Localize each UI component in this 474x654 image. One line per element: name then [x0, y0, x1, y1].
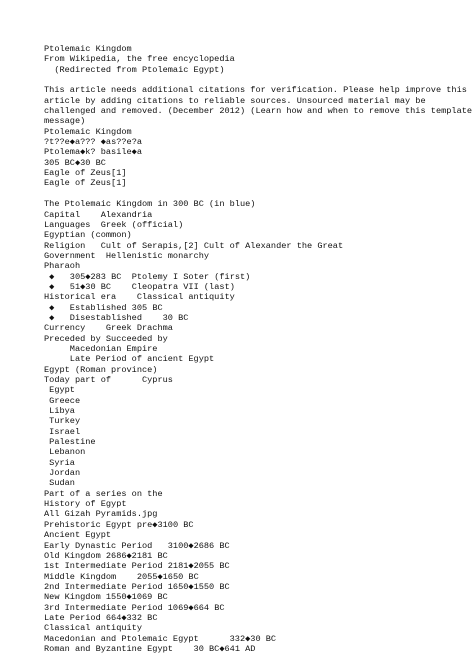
text-line: Late Period 664◆332 BC	[44, 612, 158, 623]
text-line: 305 BC◆30 BC	[44, 157, 106, 168]
text-line: Greece	[44, 395, 81, 406]
text-line: ◆ Disestablished 30 BC	[44, 312, 189, 323]
text-line: From Wikipedia, the free encyclopedia	[44, 54, 235, 65]
text-line: Egypt	[44, 385, 75, 396]
text-line: Macedonian Empire	[44, 343, 158, 354]
text-line: This article needs additional citations for verification. Please help improve this	[44, 85, 467, 96]
text-line: Early Dynastic Period 3100◆2686 BC	[44, 540, 230, 551]
text-line: Government Hellenistic monarchy	[44, 250, 210, 261]
text-line: Today part of Cyprus	[44, 375, 173, 385]
text-line	[44, 189, 444, 199]
text-line: Libya	[44, 406, 75, 417]
text-line: Ptolemaic Kingdom	[44, 126, 132, 137]
text-line: Roman and Byzantine Egypt 30 BC◆641 AD	[44, 643, 256, 654]
text-line: Old Kingdom 2686◆2181 BC	[44, 550, 168, 561]
text-line: Israel	[44, 426, 81, 437]
text-line: ◆ 51◆30 BC Cleopatra VII (last)	[44, 281, 235, 292]
text-line: Palestine	[44, 437, 96, 448]
text-line: Turkey	[44, 416, 81, 427]
text-line: Ptolema◆k? basile◆a	[44, 147, 143, 158]
text-line: Macedonian and Ptolemaic Egypt 332◆30 BC	[44, 633, 277, 644]
text-line: Religion Cult of Serapis,[2] Cult of Alexander the Great	[44, 240, 344, 251]
text-line: Sudan	[44, 478, 75, 489]
text-line: Syria	[44, 457, 75, 468]
text-line: Languages Greek (official)	[44, 219, 184, 230]
text-line: challenged and removed. (December 2012) (Learn how and when to remove this template	[44, 106, 473, 117]
text-line: Part of a series on the	[44, 488, 163, 499]
text-line: ?t??e◆a??? ◆as??e?a	[44, 137, 143, 148]
text-line: 3rd Intermediate Period 1069◆664 BC	[44, 602, 225, 613]
text-line: ◆ Established 305 BC	[44, 302, 163, 313]
text-line: Jordan	[44, 468, 81, 479]
text-line: History of Egypt	[44, 499, 127, 510]
text-line: All Gizah Pyramids.jpg	[44, 509, 158, 520]
text-line: message)	[44, 116, 86, 127]
text-line: (Redirected from Ptolemaic Egypt)	[44, 64, 225, 75]
text-line: Eagle of Zeus[1]	[44, 168, 127, 179]
text-line: Currency Greek Drachma	[44, 323, 173, 334]
text-line: The Ptolemaic Kingdom in 300 BC (in blue)	[44, 199, 256, 210]
text-line: 2nd Intermediate Period 1650◆1550 BC	[44, 581, 230, 592]
text-line: Ancient Egypt	[44, 530, 112, 541]
text-line: Classical antiquity	[44, 623, 142, 634]
text-line: Middle Kingdom 2055◆1650 BC	[44, 571, 199, 582]
text-line: ◆ 305◆283 BC Ptolemy I Soter (first)	[44, 271, 251, 282]
text-line: New Kingdom 1550◆1069 BC	[44, 592, 168, 603]
text-line: Egyptian (common)	[44, 230, 132, 241]
text-line: 1st Intermediate Period 2181◆2055 BC	[44, 561, 230, 572]
text-line: Preceded by Succeeded by	[44, 333, 168, 344]
text-line: Ptolemaic Kingdom	[44, 44, 132, 54]
text-line: Historical era Classical antiquity	[44, 292, 235, 303]
document-body	[44, 44, 473, 654]
text-line: Lebanon	[44, 447, 86, 458]
text-line: Eagle of Zeus[1]	[44, 178, 127, 189]
text-line: Egypt (Roman province)	[44, 364, 158, 375]
text-line: Capital Alexandria	[44, 209, 153, 220]
text-line	[44, 75, 444, 85]
text-line: Pharaoh	[44, 261, 81, 272]
text-line: article by adding citations to reliable sources. Unsourced material may be	[44, 95, 426, 106]
text-line: Late Period of ancient Egypt	[44, 354, 215, 365]
text-line: Prehistoric Egypt pre◆3100 BC	[44, 519, 194, 530]
